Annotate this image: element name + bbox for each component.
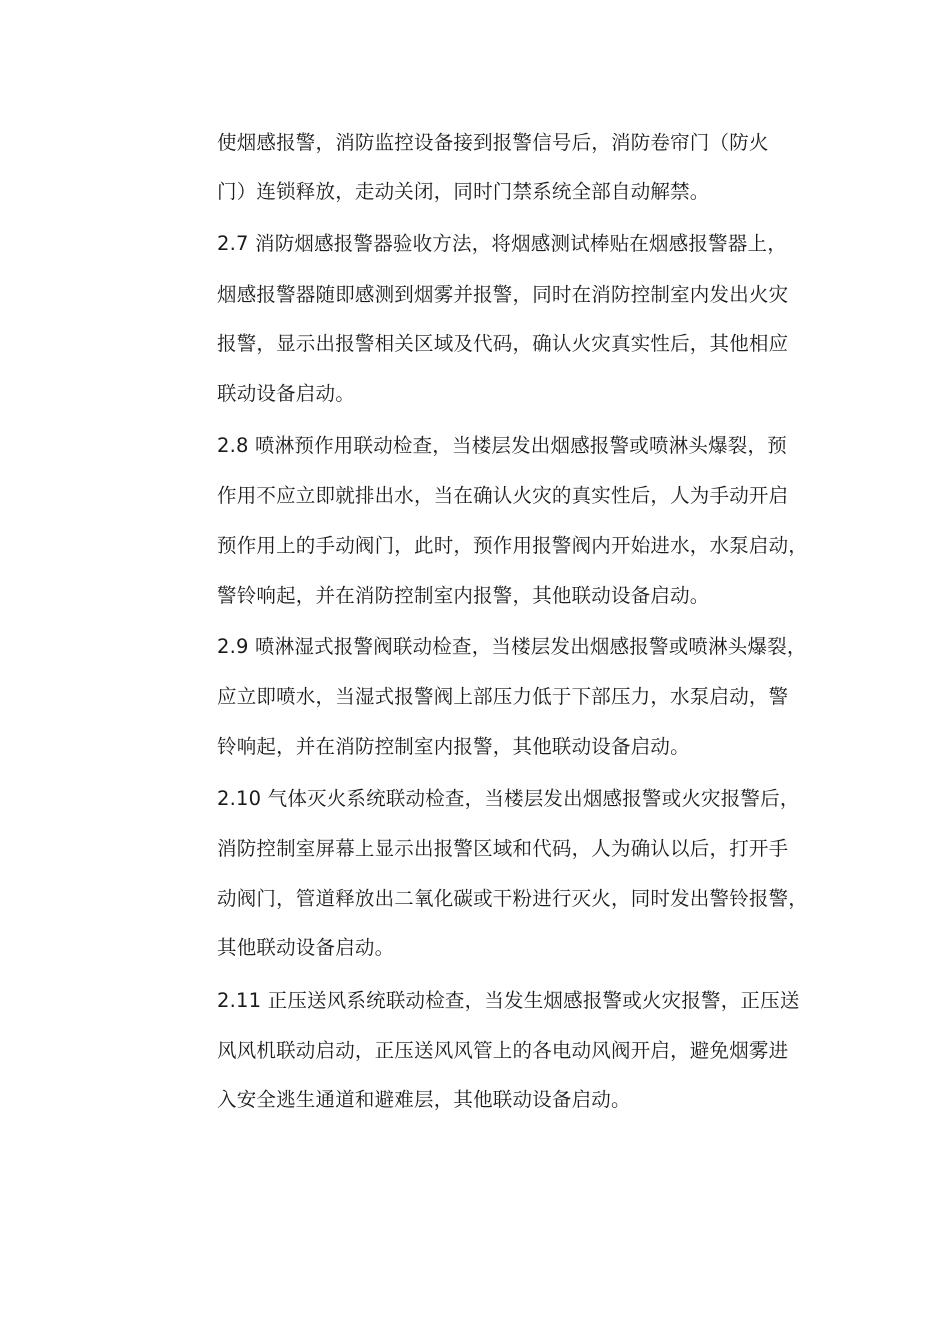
text-line: 使烟感报警，消防监控设备接到报警信号后，消防卷帘门（防火 [217,131,769,154]
text-line: 联动设备启动。 [217,382,355,405]
text-line: 2.10 气体灭火系统联动检查，当楼层发出烟感报警或火灾报警后， [217,787,800,810]
text-line: 动阀门，管道释放出二氧化碳或干粉进行灭火，同时发出警铃报警， [217,887,809,910]
text-line: 其他联动设备启动。 [217,936,395,959]
text-line: 2.11 正压送风系统联动检查，当发生烟感报警或火灾报警，正压送 [217,989,800,1012]
text-line: 2.9 喷淋湿式报警阀联动检查，当楼层发出烟感报警或喷淋头爆裂， [217,635,807,658]
text-line: 风风机联动启动，正压送风风管上的各电动风阀开启，避免烟雾进 [217,1039,789,1062]
text-line: 预作用上的手动阀门，此时，预作用报警阀内开始进水，水泵启动， [217,534,809,557]
text-line: 铃响起，并在消防控制室内报警，其他联动设备启动。 [217,735,690,758]
text-line: 应立即喷水，当湿式报警阀上部压力低于下部压力，水泵启动，警 [217,685,789,708]
text-line: 2.8 喷淋预作用联动检查，当楼层发出烟感报警或喷淋头爆裂，预 [217,434,787,457]
text-line: 报警，显示出报警相关区域及代码，确认火灾真实性后，其他相应 [217,332,789,355]
text-line: 消防控制室屏幕上显示出报警区域和代码，人为确认以后，打开手 [217,837,789,860]
text-line: 作用不应立即就排出水，当在确认火灾的真实性后，人为手动开启 [217,484,789,507]
text-line: 门）连锁释放，走动关闭，同时门禁系统全部自动解禁。 [217,180,710,203]
text-line: 警铃响起，并在消防控制室内报警，其他联动设备启动。 [217,584,710,607]
text-line: 2.7 消防烟感报警器验收方法，将烟感测试棒贴在烟感报警器上， [217,232,787,255]
text-line: 入安全逃生通道和避难层，其他联动设备启动。 [217,1088,631,1111]
text-line: 烟感报警器随即感测到烟雾并报警，同时在消防控制室内发出火灾 [217,283,789,306]
